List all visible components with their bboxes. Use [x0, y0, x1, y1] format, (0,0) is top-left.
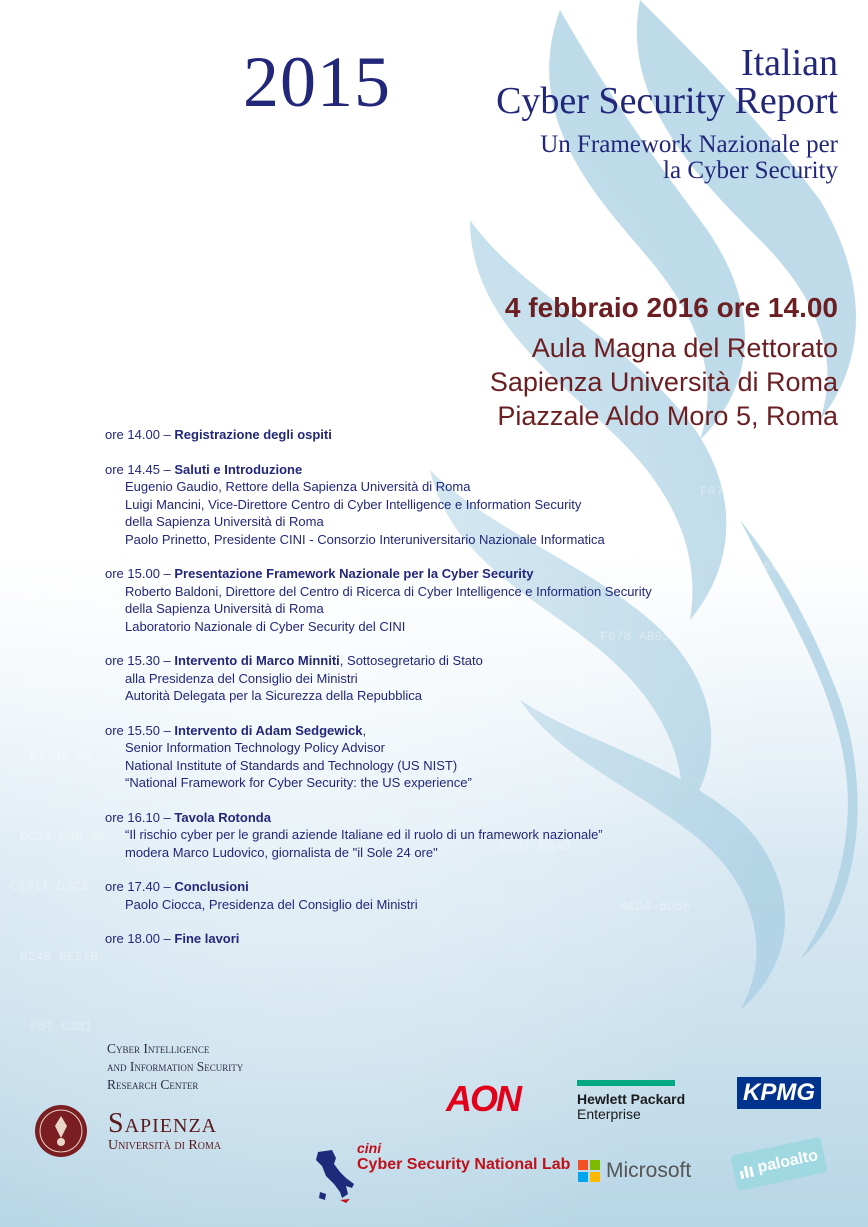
report-title-line2: Cyber Security Report	[496, 80, 838, 122]
program-title: Tavola Rotonda	[174, 809, 271, 825]
research-center-line3: Research Center	[107, 1077, 199, 1092]
program-detail: Paolo Prinetto, Presidente CINI - Consorzio Interuniversitario Nazionale Informatica	[125, 531, 605, 547]
svg-text:0901 E6AB: 0901 E6AB	[500, 839, 571, 854]
program-title: Intervento di Adam Sedgewick	[174, 722, 363, 738]
program-detail: “Il rischio cyber per le grandi aziende Italiane ed il ruolo di un framework nazionale”	[125, 827, 603, 842]
program-detail: alla Presidenza del Consiglio dei Ministri	[125, 670, 358, 686]
program-item	[105, 878, 825, 913]
microsoft-logo	[578, 1159, 691, 1183]
hpe-line2: Enterprise	[577, 1106, 641, 1122]
program-detail: Laboratorio Nazionale di Cyber Security del CINI	[125, 618, 406, 634]
program-detail: Paolo Ciocca, Presidenza del Consiglio dei Ministri	[125, 896, 418, 912]
svg-text:F57 C3B1: F57 C3B1	[30, 1019, 93, 1034]
program-detail: Autorità Delegata per la Sicurezza della Repubblica	[125, 688, 423, 703]
svg-text:B3 5CD4B0: B3 5CD4B0	[740, 559, 811, 574]
program-title-suffix: ,	[362, 722, 367, 738]
report-subtitle-line2: la Cyber Security	[663, 157, 838, 184]
program-time: ore 14.45 –	[105, 461, 175, 477]
program-title: Intervento di Marco Minniti	[174, 653, 340, 668]
italy-map-icon	[312, 1148, 358, 1204]
svg-text:F078 AB93: F078 AB93	[600, 629, 671, 644]
program-time: ore 14.00 –	[105, 427, 175, 442]
microsoft-windows-icon	[578, 1160, 600, 1182]
program-time: ore 18.00 –	[105, 931, 175, 946]
report-subtitle-line1: Un Framework Nazionale per	[540, 131, 838, 158]
venue-line3: Piazzale Aldo Moro 5, Roma	[497, 401, 838, 431]
sapienza-subtitle: Università di Roma	[108, 1138, 222, 1153]
program-detail: della Sapienza Università di Roma	[125, 601, 324, 616]
svg-text:B24B 6E27B: B24B 6E27B	[20, 949, 99, 964]
report-year: 2015	[243, 42, 391, 122]
program-title: Conclusioni	[174, 879, 249, 894]
research-center-name	[107, 1040, 243, 1094]
program-title: Presentazione Framework Nazionale per la Cyber Security	[174, 566, 534, 581]
microsoft-name: Microsoft	[606, 1159, 692, 1182]
program-time: ore 15.00 –	[105, 566, 175, 581]
research-center-line1: Cyber Intelligence	[107, 1041, 210, 1056]
program-detail: modera Marco Ludovico, giornalista de "il Sole 24 ore"	[125, 844, 438, 860]
hpe-line1: Hewlett Packard	[577, 1091, 686, 1107]
program-time: ore 15.30 –	[105, 653, 175, 668]
program-title-suffix: , Sottosegretario di Stato	[339, 653, 483, 668]
program-item	[105, 565, 825, 635]
svg-text:4CD4 6D58: 4CD4 6D58	[620, 899, 691, 914]
program-item	[105, 722, 825, 792]
program-detail: “National Framework for Cyber Security: the US experience”	[125, 775, 472, 790]
program-item	[105, 426, 825, 444]
program-time: ore 15.50 –	[105, 722, 175, 738]
program-item	[105, 652, 825, 705]
sapienza-logo	[108, 1110, 221, 1153]
program-item	[105, 930, 825, 948]
program-detail: della Sapienza Università di Roma	[125, 514, 324, 529]
venue-line2: Sapienza Università di Roma	[489, 367, 838, 397]
program-detail: Senior Information Technology Policy Advisor	[125, 740, 385, 755]
program-title: Saluti e Introduzione	[174, 461, 303, 477]
program-detail: Luigi Mancini, Vice-Direttore Centro di Cyber Intelligence e Information Security	[125, 496, 582, 512]
program-item	[105, 461, 825, 549]
cini-name: cini	[357, 1140, 382, 1156]
sapienza-seal-icon	[34, 1104, 88, 1158]
svg-text:F078 6D 8: F078 6D 8	[700, 484, 771, 499]
svg-text:3901 B4F D: 3901 B4F D	[20, 679, 99, 694]
program-detail: National Institute of Standards and Technology (US NIST)	[125, 757, 458, 773]
hpe-bar-icon	[577, 1080, 675, 1086]
program-detail: Eugenio Gaudio, Rettore della Sapienza Università di Roma	[125, 479, 471, 494]
program-time: ore 16.10 –	[105, 809, 175, 825]
paloalto-bars-icon	[739, 1162, 756, 1179]
kpmg-logo: KPMG	[737, 1077, 821, 1109]
program-title: Fine lavori	[174, 931, 240, 946]
program-item	[105, 809, 825, 862]
program-detail: Roberto Baldoni, Direttore del Centro di Ricerca di Cyber Intelligence e Information Security	[125, 583, 652, 599]
svg-text:F7 4B B3: F7 4B B3	[30, 749, 93, 764]
svg-text:BC34 E3B 9A: BC34 E3B 9A	[20, 829, 106, 844]
cini-logo	[357, 1140, 570, 1174]
event-date: 4 febbraio 2016 ore 14.00	[504, 292, 838, 323]
research-center-line2: and Information Security	[107, 1059, 244, 1074]
program-schedule	[105, 426, 825, 965]
program-time: ore 17.40 –	[105, 879, 175, 894]
program-title: Registrazione degli ospiti	[174, 427, 332, 442]
hpe-logo	[577, 1092, 685, 1122]
sapienza-name: Sapienza	[108, 1108, 218, 1139]
venue-line1: Aula Magna del Rettorato	[531, 333, 838, 363]
aon-logo: AON	[446, 1078, 520, 1119]
paloalto-name: paloalto	[755, 1146, 820, 1177]
svg-text:C0911 D3C3: C0911 D3C3	[10, 879, 89, 894]
cini-lab-name: Cyber Security National Lab	[357, 1156, 571, 1173]
report-title-line1: Italian	[740, 42, 838, 84]
